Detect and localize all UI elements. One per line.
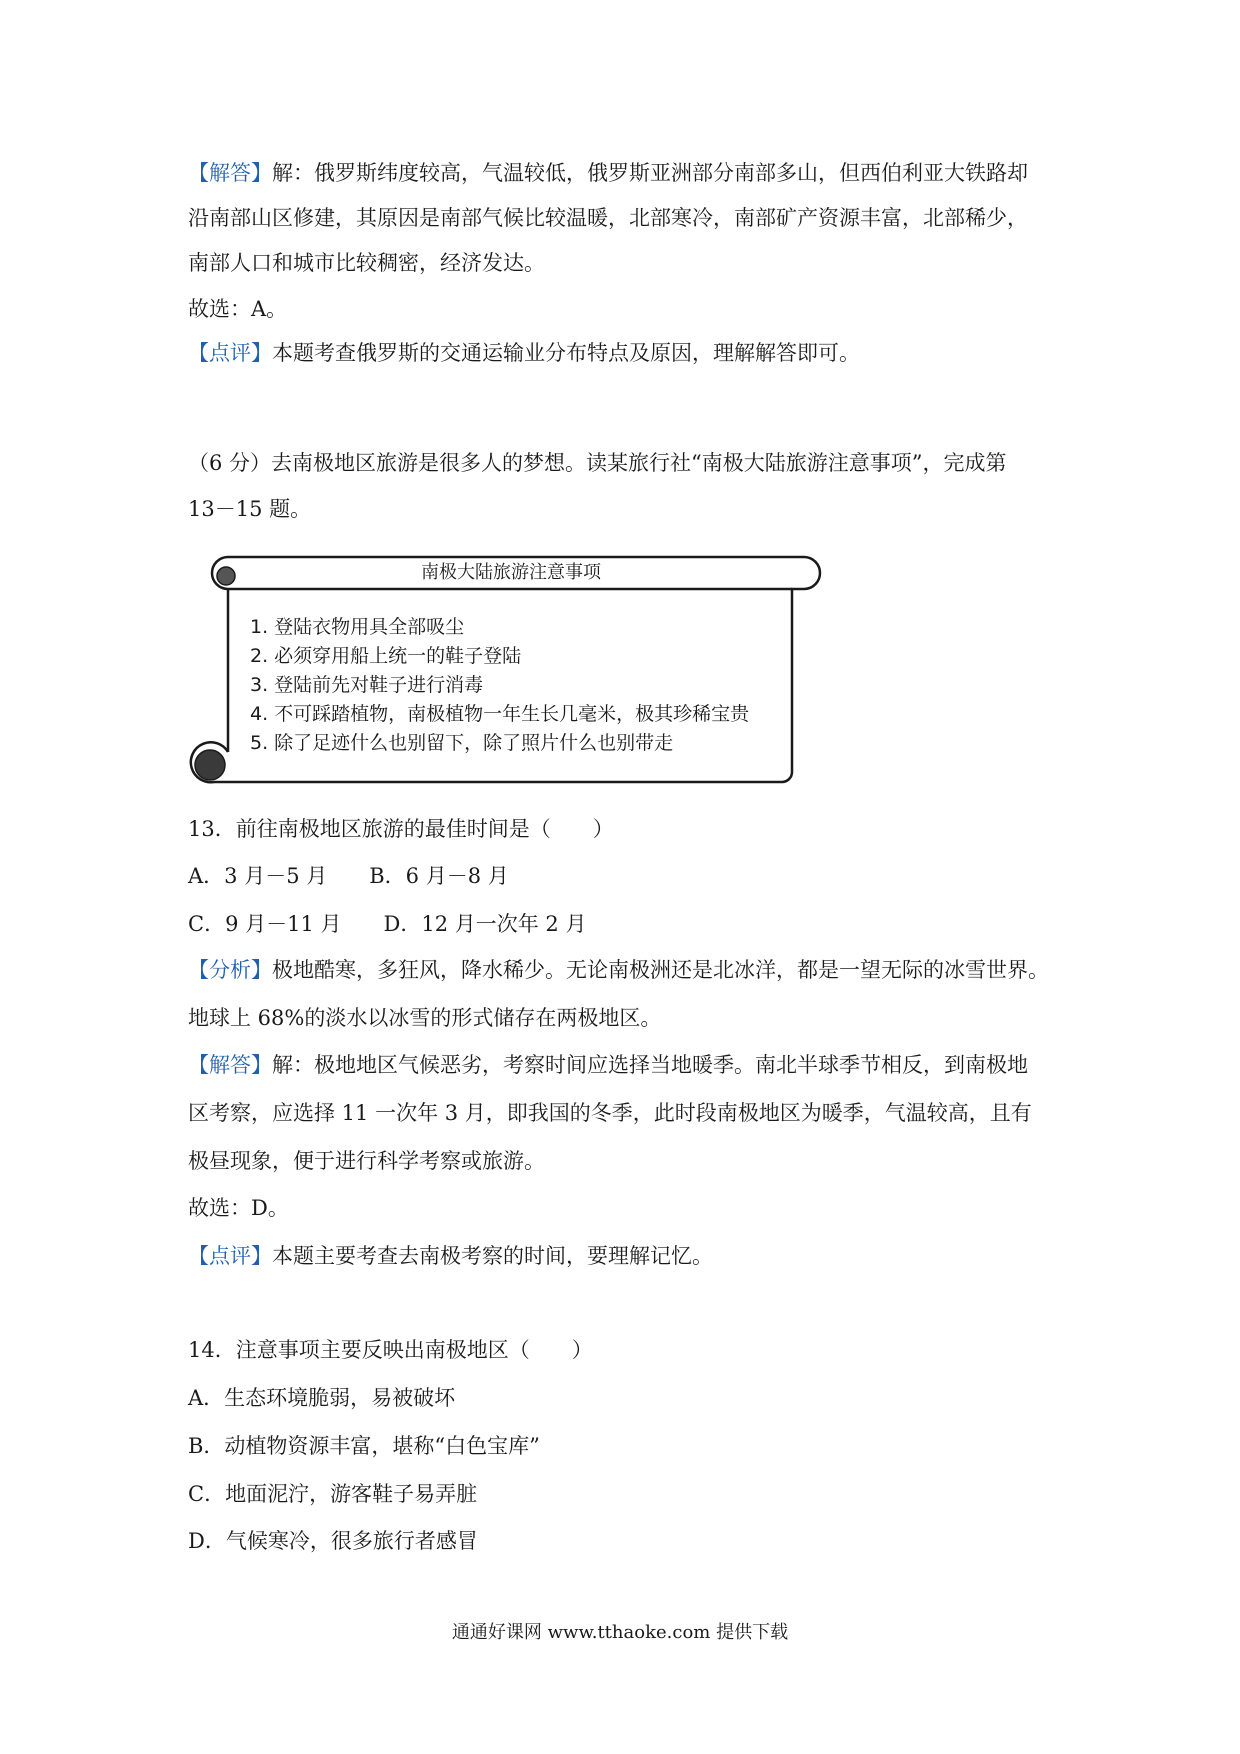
question-stem: 14．注意事项主要反映出南极地区（ ） <box>188 1338 593 1362</box>
option-d: D．气候寒冷，很多旅行者感冒 <box>188 1529 478 1553</box>
scroll-item: 1. 登陆衣物用具全部吸尘 <box>250 616 465 638</box>
option-a: A．生态环境脆弱，易被破坏 <box>188 1386 456 1410</box>
page-footer: 通通好课网 www.tthaoke.com 提供下载 <box>451 1622 789 1643</box>
option-c: C．地面泥泞，游客鞋子易弄脏 <box>188 1482 478 1506</box>
question-options: A．3 月－5 月 B．6 月－8 月 <box>188 864 509 888</box>
comment-line: 【点评】本题主要考查去南极考察的时间，要理解记忆。 <box>188 1244 713 1268</box>
question-options: C．9 月－11 月 D．12 月一次年 2 月 <box>188 912 587 936</box>
scroll-item: 2. 必须穿用船上统一的鞋子登陆 <box>250 645 522 667</box>
answer-line: 极昼现象，便于进行科学考察或旅游。 <box>188 1149 545 1173</box>
comment-tag: 【点评】 <box>188 341 272 365</box>
answer-choice: 故选：D。 <box>188 1196 289 1220</box>
scroll-item: 4. 不可踩踏植物，南极植物一年生长几毫米，极其珍稀宝贵 <box>250 703 750 725</box>
answer-line: 【解答】解：俄罗斯纬度较高，气温较低，俄罗斯亚洲部分南部多山，但西伯利亚大铁路却 <box>188 161 1028 185</box>
answer-tag: 【解答】 <box>188 161 272 185</box>
comment-tag: 【点评】 <box>188 1244 272 1268</box>
answer-tag: 【解答】 <box>188 1053 272 1077</box>
scroll-item: 5. 除了足迹什么也别留下，除了照片什么也别带走 <box>250 732 674 754</box>
answer-line: 区考察，应选择 11 一次年 3 月，即我国的冬季，此时段南极地区为暖季，气温较高，且有 <box>188 1101 1032 1125</box>
answer-line: 【解答】解：极地地区气候恶劣，考察时间应选择当地暖季。南北半球季节相反，到南极地 <box>188 1053 1028 1077</box>
answer-line: 南部人口和城市比较稠密，经济发达。 <box>188 251 545 275</box>
scroll-item: 3. 登陆前先对鞋子进行消毒 <box>250 674 484 696</box>
comment-line: 【点评】本题考查俄罗斯的交通运输业分布特点及原因，理解解答即可。 <box>188 341 860 365</box>
analysis-line: 地球上 68%的淡水以冰雪的形式储存在两极地区。 <box>188 1006 662 1030</box>
question-intro: （6 分）去南极地区旅游是很多人的梦想。读某旅行社“南极大陆旅游注意事项”，完成第 <box>188 451 1007 475</box>
option-b: B．动植物资源丰富，堪称“白色宝库” <box>188 1434 540 1458</box>
analysis-tag: 【分析】 <box>188 958 272 982</box>
answer-choice: 故选：A。 <box>188 297 288 321</box>
question-intro: 13－15 题。 <box>188 497 312 521</box>
question-stem: 13．前往南极地区旅游的最佳时间是（ ） <box>188 817 614 841</box>
analysis-line: 【分析】极地酷寒，多狂风，降水稀少。无论南极洲还是北冰洋，都是一望无际的冰雪世界。 <box>188 958 1049 982</box>
scroll-title: 南极大陆旅游注意事项 <box>421 562 601 583</box>
answer-line: 沿南部山区修建，其原因是南部气候比较温暖，北部寒冷，南部矿产资源丰富，北部稀少， <box>188 206 1028 230</box>
